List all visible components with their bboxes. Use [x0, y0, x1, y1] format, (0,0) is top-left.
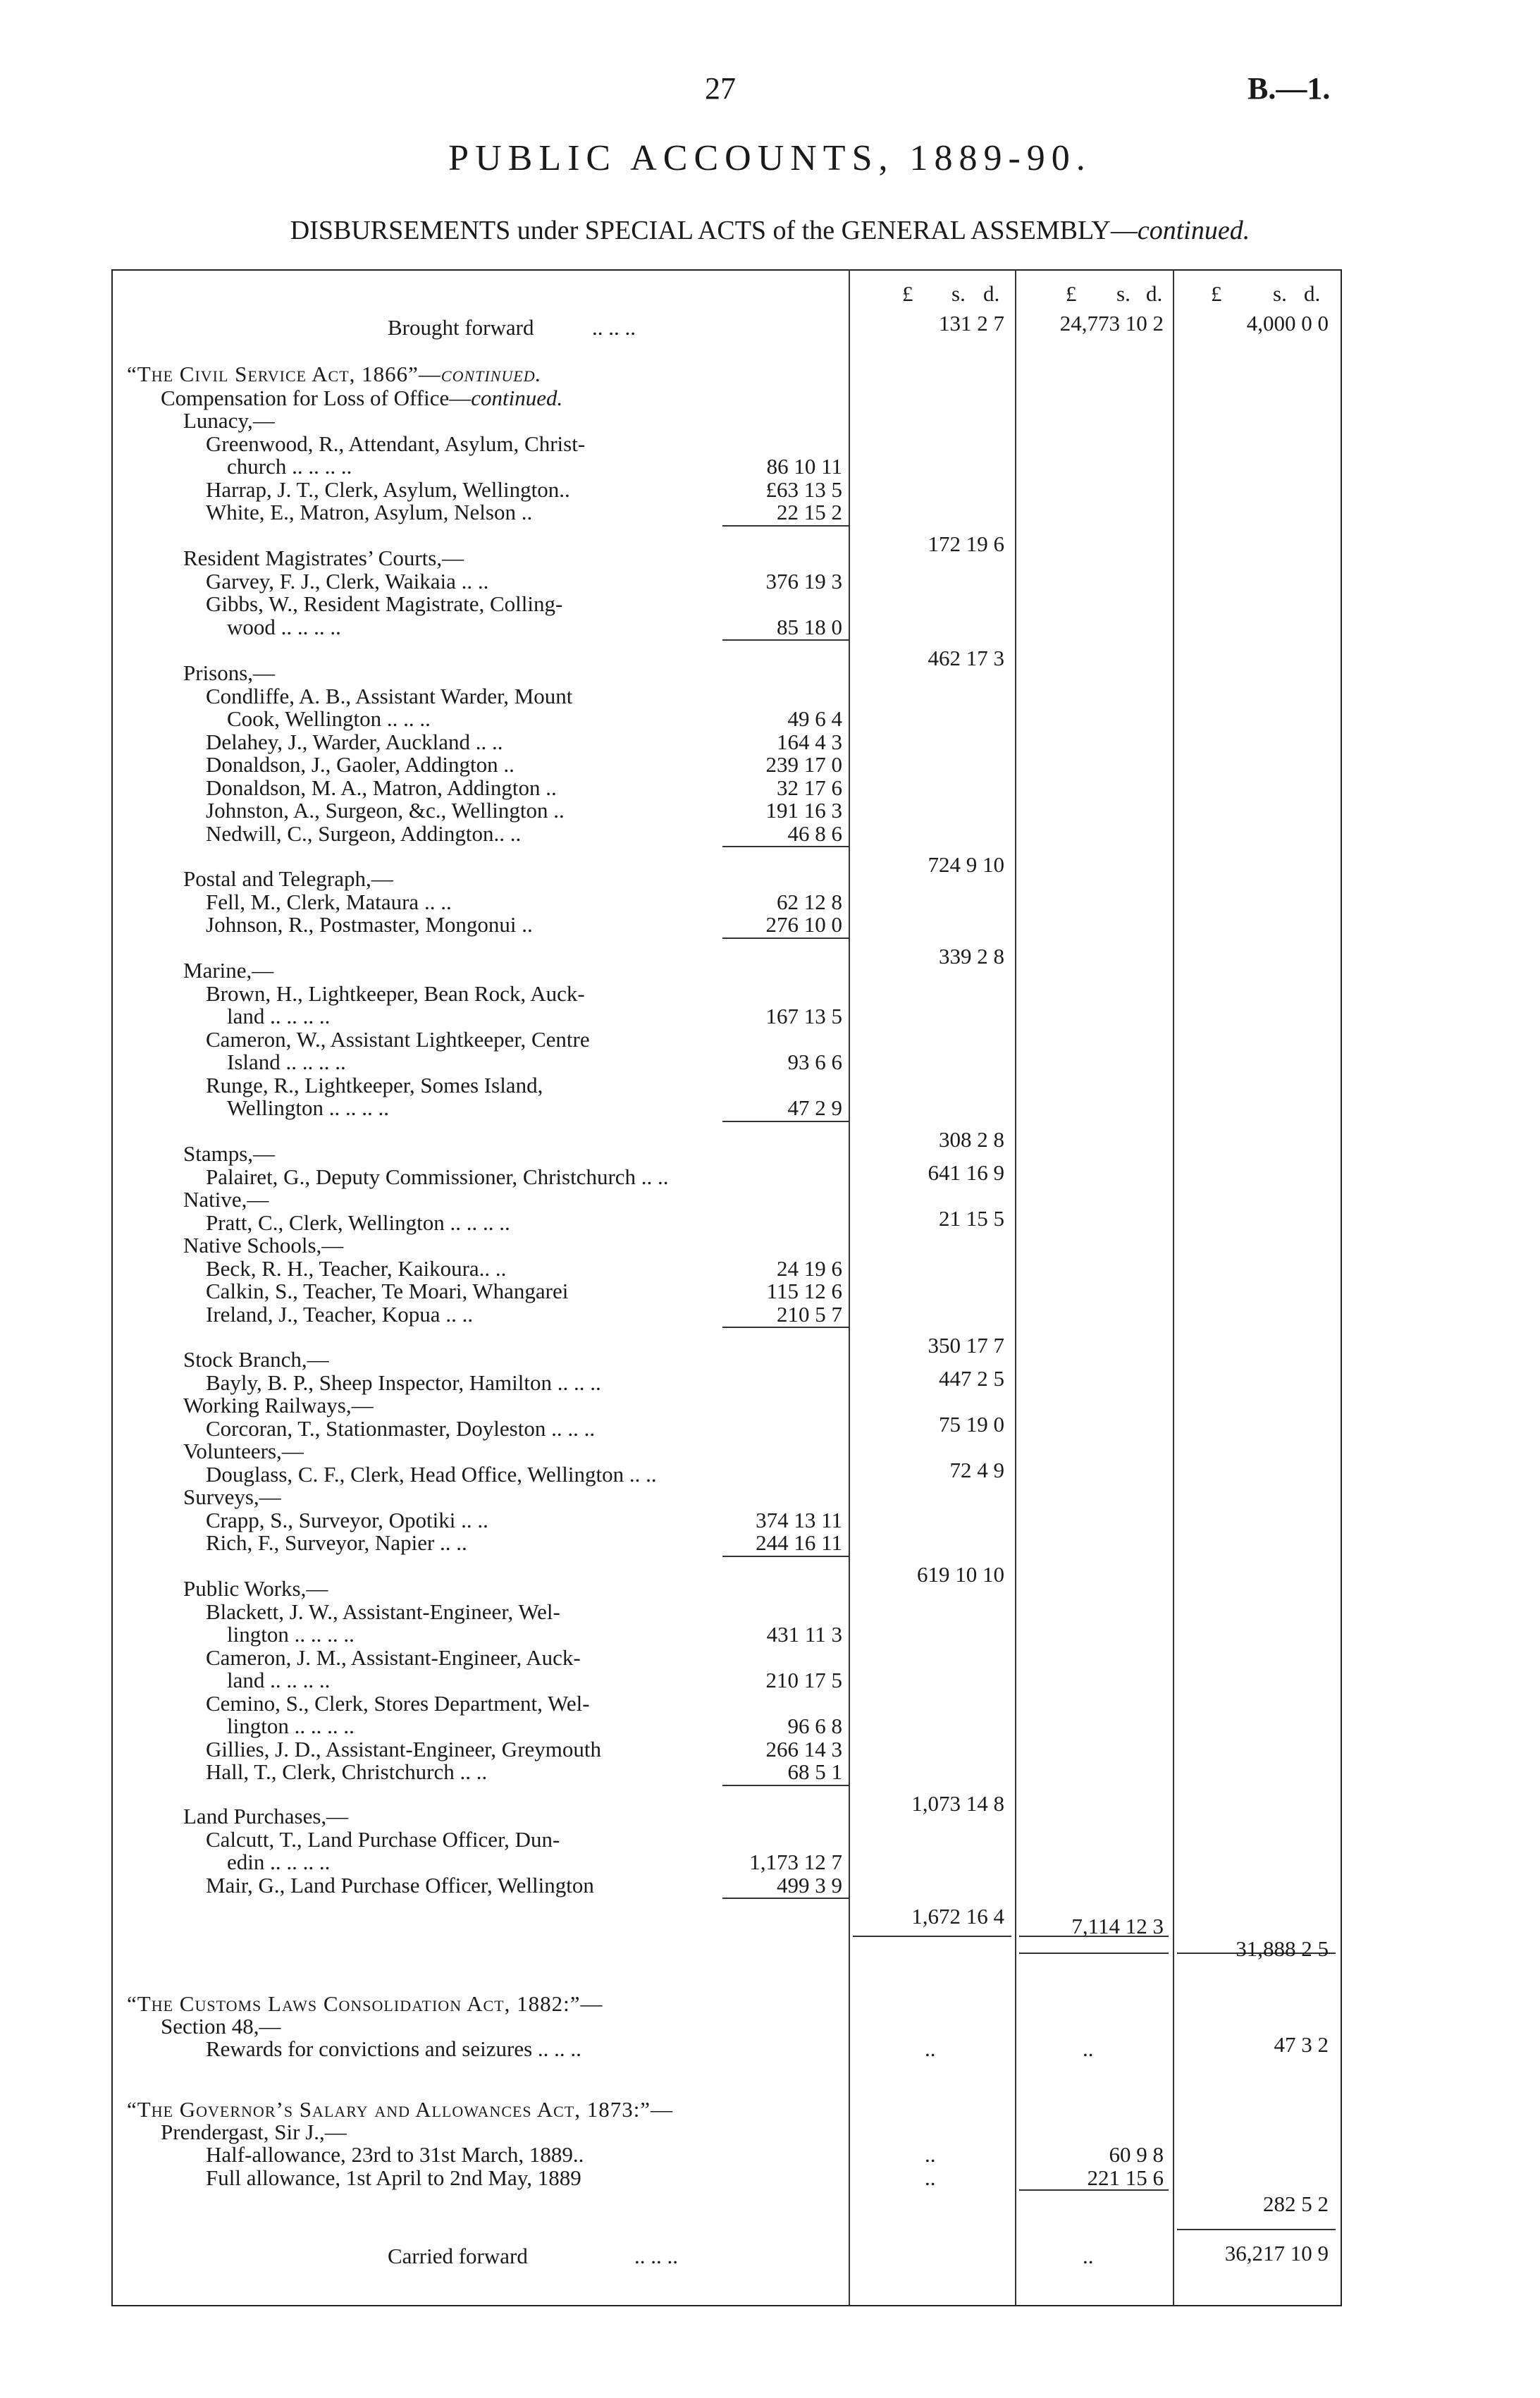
subtotal-rule — [722, 639, 849, 641]
group-heading: Stamps,— — [183, 1141, 276, 1166]
pence-label: d. — [1146, 281, 1163, 306]
compensation-heading — [161, 386, 562, 410]
line-item: Brown, H., Lightkeeper, Bean Rock, Auck- — [206, 980, 585, 1006]
carried-forward-value: 36,217 10 9 — [1224, 2241, 1329, 2265]
line-item: Blackett, J. W., Assistant-Engineer, Wel- — [206, 1599, 560, 1624]
group-heading: Postal and Telegraph,— — [183, 866, 393, 891]
line-amount: 85 18 0 — [777, 614, 842, 639]
pence-label: d. — [1304, 281, 1321, 306]
line-amount: 499 3 9 — [777, 1872, 842, 1898]
page-number: 27 — [705, 71, 736, 106]
line-amount: 1,173 12 7 — [749, 1850, 842, 1874]
column-divider-3 — [1173, 269, 1174, 2305]
subtotal-rule — [722, 525, 849, 527]
table-top-rule — [111, 269, 1341, 271]
line-item: Cameron, W., Assistant Lightkeeper, Centre — [206, 1026, 590, 1052]
customs-section: Section 48,— — [161, 2014, 281, 2039]
line-amount: 431 11 3 — [766, 1622, 842, 1647]
compensation-text: Compensation for Loss of Office— — [161, 386, 472, 410]
line-amount: 47 2 9 — [787, 1095, 842, 1120]
page-subtitle — [0, 215, 1540, 246]
line-item: Condliffe, A. B., Assistant Warder, Mount — [206, 683, 573, 708]
group-heading: Native Schools,— — [183, 1233, 344, 1258]
pound-symbol: £ — [1211, 281, 1222, 306]
line-amount: 32 17 6 — [777, 775, 842, 800]
line-item: Nedwill, C., Surgeon, Addington.. .. — [206, 820, 522, 846]
group-heading: Lunacy,— — [183, 408, 275, 433]
governor-person: Prendergast, Sir J.,— — [161, 2120, 347, 2144]
line-amount: 167 13 5 — [765, 1004, 842, 1028]
subtotal-rule — [722, 846, 849, 847]
line-item: Donaldson, M. A., Matron, Addington .. — [206, 775, 557, 800]
column-divider-2 — [1015, 269, 1016, 2305]
group-subtotal: 172 19 6 — [928, 531, 1004, 556]
pound-symbol: £ — [902, 281, 913, 306]
line-item: Fell, M., Clerk, Mataura .. .. — [206, 889, 452, 914]
line-item: wood .. .. .. .. — [227, 614, 341, 639]
carried-forward-col3: .. — [1083, 2244, 1094, 2268]
governor-amount: 60 9 8 — [1109, 2142, 1164, 2167]
brought-forward-label: Brought forward — [388, 315, 534, 340]
line-item: Calkin, S., Teacher, Te Moari, Whangarei — [206, 1279, 569, 1303]
subtotal-rule — [722, 1556, 849, 1557]
customs-col2: .. — [925, 2036, 936, 2061]
line-item: land .. .. .. .. — [227, 1668, 331, 1692]
line-item: Crapp, S., Surveyor, Opotiki .. .. — [206, 1507, 488, 1532]
governor-total: 282 5 2 — [1263, 2191, 1329, 2216]
line-item: Palairet, G., Deputy Commissioner, Christchurch .. .. — [206, 1164, 669, 1189]
group-subtotal: 350 17 7 — [928, 1333, 1004, 1358]
leader-dots: .. .. .. — [634, 2244, 678, 2268]
group-subtotal: 724 9 10 — [928, 852, 1004, 877]
pound-symbol: £ — [1066, 281, 1077, 306]
pence-label: d. — [983, 281, 1000, 306]
civil-service-act-title — [127, 362, 541, 386]
page-title: PUBLIC ACCOUNTS, 1889-90. — [448, 138, 1092, 178]
line-item: Cemino, S., Clerk, Stores Department, Wel- — [206, 1690, 590, 1716]
governor-amount: 221 15 6 — [1087, 2165, 1164, 2190]
subtitle-main: DISBURSEMENTS under SPECIAL ACTS of the GENERAL ASSEMBLY— — [290, 216, 1138, 245]
line-amount: 96 6 8 — [787, 1714, 842, 1738]
line-item: Bayly, B. P., Sheep Inspector, Hamilton .. .. .. — [206, 1370, 601, 1395]
line-item: lington .. .. .. .. — [227, 1622, 355, 1647]
line-item: Garvey, F. J., Clerk, Waikaia .. .. — [206, 568, 489, 594]
line-amount: 239 17 0 — [765, 752, 842, 777]
line-item: Cameron, J. M., Assistant-Engineer, Auck- — [206, 1644, 581, 1670]
page-header — [0, 70, 1540, 120]
group-heading: Resident Magistrates’ Courts,— — [183, 546, 464, 570]
line-item: church .. .. .. .. — [227, 454, 352, 479]
customs-act-title: “The Customs Laws Consolidation Act, 1882:”— — [127, 1991, 603, 2016]
total-rule — [853, 1936, 1011, 1937]
subtotal-rule — [722, 1785, 849, 1786]
line-item: White, E., Matron, Asylum, Nelson .. — [206, 500, 533, 524]
group-heading: Land Purchases,— — [183, 1804, 349, 1828]
line-amount: 46 8 6 — [787, 820, 842, 846]
governor-line: Half-allowance, 23rd to 31st March, 1889.. — [206, 2142, 584, 2167]
line-item: Island .. .. .. .. — [227, 1050, 346, 1074]
line-amount: 68 5 1 — [787, 1759, 842, 1784]
line-amount: 447 2 5 — [939, 1365, 1004, 1391]
line-amount: 24 19 6 — [777, 1255, 842, 1281]
line-amount: 62 12 8 — [777, 889, 842, 914]
civil-service-total-col3: 7,114 12 3 — [1071, 1914, 1164, 1938]
subtotal-rule — [722, 1898, 849, 1899]
line-amount: 115 12 6 — [766, 1279, 842, 1303]
line-amount: 210 17 5 — [765, 1668, 842, 1692]
carried-forward-label: Carried forward — [388, 2244, 528, 2268]
line-amount: 164 4 3 — [777, 729, 842, 754]
governor-act-title: “The Governor’s Salary and Allowances Act, 1873:”— — [127, 2097, 674, 2122]
line-amount: 93 6 6 — [787, 1050, 842, 1074]
group-heading: Working Railways,— — [183, 1393, 374, 1418]
line-amount: 210 5 7 — [777, 1301, 842, 1327]
line-item: Beck, R. H., Teacher, Kaikoura.. .. — [206, 1255, 507, 1281]
group-heading: Prisons,— — [183, 660, 276, 685]
subtitle-italic: continued. — [1137, 216, 1250, 245]
customs-col3: .. — [1083, 2036, 1094, 2061]
subtotal-rule — [1019, 2189, 1169, 2191]
line-item: Rich, F., Surveyor, Napier .. .. — [206, 1530, 467, 1555]
line-amount: 22 15 2 — [777, 500, 842, 524]
brought-forward-col3: 24,773 10 2 — [1059, 311, 1164, 336]
line-item: Corcoran, T., Stationmaster, Doyleston .. .. .. — [206, 1415, 596, 1441]
brought-forward-col4: 4,000 0 0 — [1246, 311, 1329, 336]
shillings-label: s. — [951, 281, 966, 306]
line-amount: £63 13 5 — [765, 476, 842, 502]
line-item: Ireland, J., Teacher, Kopua .. .. — [206, 1301, 474, 1327]
line-amount: 244 16 11 — [756, 1530, 842, 1555]
group-subtotal: 339 2 8 — [939, 943, 1004, 969]
line-amount: 276 10 0 — [765, 912, 842, 937]
group-subtotal: 462 17 3 — [928, 646, 1004, 670]
line-amount: 191 16 3 — [765, 798, 842, 823]
group-heading: Public Works,— — [183, 1576, 328, 1601]
group-subtotal: 619 10 10 — [917, 1561, 1004, 1587]
subtotal-rule — [722, 1121, 849, 1122]
line-item: lington .. .. .. .. — [227, 1714, 355, 1738]
column-divider-1 — [849, 269, 850, 2305]
shillings-label: s. — [1116, 281, 1131, 306]
line-amount: 49 6 4 — [787, 706, 842, 731]
line-amount: 72 4 9 — [949, 1457, 1004, 1482]
line-item: Gibbs, W., Resident Magistrate, Colling- — [206, 591, 563, 616]
group-heading: Native,— — [183, 1187, 269, 1212]
group-heading: Volunteers,— — [183, 1439, 304, 1463]
group-heading: Stock Branch,— — [183, 1347, 329, 1372]
continued-label: continued. — [441, 362, 542, 386]
line-item: Calcutt, T., Land Purchase Officer, Dun- — [206, 1826, 560, 1852]
line-item: edin .. .. .. .. — [227, 1850, 331, 1874]
line-amount: 266 14 3 — [765, 1736, 842, 1761]
line-item: Mair, G., Land Purchase Officer, Wellington — [206, 1872, 594, 1898]
act-title-text: “The Civil Service Act, 1866”— — [127, 362, 441, 386]
line-item: Douglass, C. F., Clerk, Head Office, Wellington .. .. — [206, 1461, 657, 1487]
continued-label: continued. — [471, 386, 563, 410]
line-item: Cook, Wellington .. .. .. — [227, 706, 431, 731]
group-subtotal: 1,672 16 4 — [911, 1904, 1004, 1929]
leader-dots: .. — [925, 2142, 936, 2167]
line-amount: 376 19 3 — [765, 568, 842, 594]
subtotal-rule — [722, 937, 849, 939]
civil-service-total-col4: 31,888 2 5 — [1236, 1936, 1329, 1961]
page-reference: B.—1. — [1248, 71, 1331, 106]
group-heading: Surveys,— — [183, 1484, 281, 1509]
line-amount: 75 19 0 — [939, 1411, 1004, 1437]
total-rule — [1019, 1953, 1169, 1954]
group-subtotal: 1,073 14 8 — [911, 1790, 1004, 1816]
subtotal-rule — [722, 1327, 849, 1328]
line-amount: 86 10 11 — [766, 454, 842, 479]
line-item: Wellington .. .. .. .. — [227, 1095, 389, 1120]
line-item: Johnston, A., Surgeon, &c., Wellington .. — [206, 798, 565, 823]
total-rule — [1177, 2229, 1336, 2230]
group-heading: Marine,— — [183, 958, 274, 983]
line-item: Donaldson, J., Gaoler, Addington .. — [206, 752, 515, 777]
line-item: land .. .. .. .. — [227, 1004, 331, 1028]
line-item: Greenwood, R., Attendant, Asylum, Christ- — [206, 431, 586, 456]
line-item: Delahey, J., Warder, Auckland .. .. — [206, 729, 503, 754]
line-item: Harrap, J. T., Clerk, Asylum, Wellington.. — [206, 476, 570, 502]
line-amount: 374 13 11 — [756, 1507, 842, 1532]
brought-forward-col2: 131 2 7 — [939, 311, 1004, 336]
line-amount: 21 15 5 — [939, 1205, 1004, 1231]
line-amount: 641 16 9 — [928, 1160, 1004, 1185]
leader-dots: .. — [925, 2165, 936, 2190]
line-item: Gillies, J. D., Assistant-Engineer, Greymouth — [206, 1736, 601, 1761]
leader-dots: .. .. .. — [592, 315, 636, 340]
governor-line: Full allowance, 1st April to 2nd May, 1889 — [206, 2165, 581, 2190]
line-item: Hall, T., Clerk, Christchurch .. .. — [206, 1759, 488, 1784]
customs-line: Rewards for convictions and seizures .. .. .. — [206, 2036, 581, 2061]
line-item: Pratt, C., Clerk, Wellington .. .. .. .. — [206, 1210, 510, 1235]
shillings-label: s. — [1273, 281, 1287, 306]
customs-value: 47 3 2 — [1274, 2032, 1329, 2057]
group-subtotal: 308 2 8 — [939, 1126, 1004, 1152]
line-item: Runge, R., Lightkeeper, Somes Island, — [206, 1072, 543, 1097]
line-item: Johnson, R., Postmaster, Mongonui .. — [206, 912, 533, 937]
